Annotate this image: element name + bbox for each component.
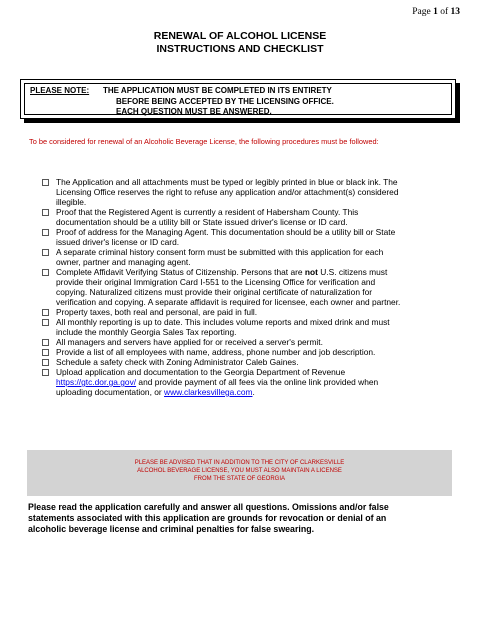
advisory-line-3: FROM THE STATE OF GEORGIA (193, 476, 285, 482)
checkbox-icon[interactable] (42, 309, 49, 316)
checkbox-icon[interactable] (42, 359, 49, 366)
item-line: verification and copying. A separate affidavit is required for licensee, each owner and partner. (56, 297, 401, 307)
title-line-1: RENEWAL OF ALCOHOL LICENSE (153, 30, 327, 42)
item-line: All monthly reporting is up to date. This includes volume reports and mixed drink and must (56, 317, 390, 327)
checkbox-icon[interactable] (42, 229, 49, 236)
item-line: provide their original Immigration Card I-551 to the Licensing Office for verification and (56, 277, 376, 287)
procedure-checklist (42, 177, 462, 397)
checkbox-icon[interactable] (42, 209, 49, 216)
item-line: documentation should be a utility bill or State issued driver's license or ID card. (56, 217, 348, 227)
page-prefix: Page (412, 7, 434, 17)
item-line: Provide a list of all employees with name, address, phone number and job description. (56, 347, 376, 357)
dor-portal-link[interactable]: https://gtc.dor.ga.gov/ (56, 377, 137, 387)
item-line: illegible. (56, 197, 87, 207)
page-total: 13 (450, 7, 460, 17)
item-line: Licensing Office reserves the right to refuse any application and/or attachment(s) considered (56, 187, 399, 197)
checkbox-icon[interactable] (42, 319, 49, 326)
checklist-item (42, 227, 462, 247)
item-text: U.S. citizens must (317, 267, 388, 277)
checklist-item (42, 367, 462, 397)
item-text: uploading documentation, or (56, 387, 165, 397)
checklist-item (42, 177, 462, 207)
item-line: copying. Naturalized citizens must provide their original certificate of naturalization for (56, 287, 373, 297)
item-text: . (252, 387, 255, 397)
warning-line-3: alcoholic beverage license and criminal penalties for false swearing. (28, 524, 315, 534)
item-emphasis: not (304, 267, 318, 277)
checkbox-icon[interactable] (42, 269, 49, 276)
page-current: 1 (433, 7, 438, 17)
item-line: Proof of address for the Managing Agent. This documentation should be a utility bill or State (56, 227, 396, 237)
city-website-link[interactable]: www.clarkesvillega.com (164, 387, 253, 397)
checkbox-icon[interactable] (42, 249, 49, 256)
item-line (56, 377, 462, 387)
checklist-item (42, 307, 462, 317)
intro-text: To be considered for renewal of an Alcoholic Beverage License, the following procedures must be followed: (29, 137, 379, 146)
please-note-box (20, 79, 456, 119)
please-note-text (103, 86, 334, 118)
item-text: Complete Affidavit Verifying Status of Citizenship. Persons that are (56, 267, 305, 277)
item-line: A separate criminal history consent form must be submitted with this application for each (56, 247, 384, 257)
checklist-item (42, 247, 462, 267)
item-line (56, 387, 462, 397)
advisory-line-2: ALCOHOL BEVERAGE LICENSE, YOU MUST ALSO MAINTAIN A LICENSE (137, 468, 342, 474)
false-swearing-warning (28, 502, 458, 535)
note-line-3: EACH QUESTION MUST BE ANSWERED. (116, 107, 272, 116)
item-line: Proof that the Registered Agent is currently a resident of Habersham County. This (56, 207, 359, 217)
page-mid: of (437, 7, 451, 17)
item-line: Upload application and documentation to the Georgia Department of Revenue (56, 367, 346, 377)
state-license-advisory (27, 450, 452, 496)
checkbox-icon[interactable] (42, 179, 49, 186)
item-text: and provide payment of all fees via the online link provided when (136, 377, 379, 387)
checklist-item (42, 317, 462, 337)
note-line-1: THE APPLICATION MUST BE COMPLETED IN ITS ENTIRETY (103, 86, 332, 95)
item-line: Schedule a safety check with Zoning Administrator Caleb Gaines. (56, 357, 299, 367)
item-line (56, 267, 462, 277)
note-line-2: BEFORE BEING ACCEPTED BY THE LICENSING OFFICE. (116, 96, 334, 106)
document-title (0, 30, 480, 56)
advisory-line-1: PLEASE BE ADVISED THAT IN ADDITION TO THE CITY OF CLARKESVILLE (134, 460, 345, 466)
checkbox-icon[interactable] (42, 339, 49, 346)
warning-line-1: Please read the application carefully and answer all questions. Omissions and/or false (28, 502, 389, 512)
checklist-item (42, 267, 462, 307)
item-line: owner, partner and managing agent. (56, 257, 191, 267)
title-line-2: INSTRUCTIONS AND CHECKLIST (156, 43, 324, 55)
item-line: issued driver's license or ID card. (56, 237, 180, 247)
item-line: The Application and all attachments must be typed or legibly printed in blue or black ink. The (56, 177, 398, 187)
checklist-item (42, 357, 462, 367)
please-note-label: PLEASE NOTE: (30, 86, 90, 95)
page-number (412, 7, 460, 17)
checkbox-icon[interactable] (42, 349, 49, 356)
checkbox-icon[interactable] (42, 369, 49, 376)
item-line: All managers and servers have applied for or received a server's permit. (56, 337, 323, 347)
checklist-item (42, 337, 462, 347)
warning-line-2: statements associated with this application are grounds for revocation or denial of an (28, 513, 387, 523)
checklist-item (42, 347, 462, 357)
item-line: Property taxes, both real and personal, are paid in full. (56, 307, 258, 317)
checklist-item (42, 207, 462, 227)
item-line: include the monthly Georgia Sales Tax reporting. (56, 327, 237, 337)
